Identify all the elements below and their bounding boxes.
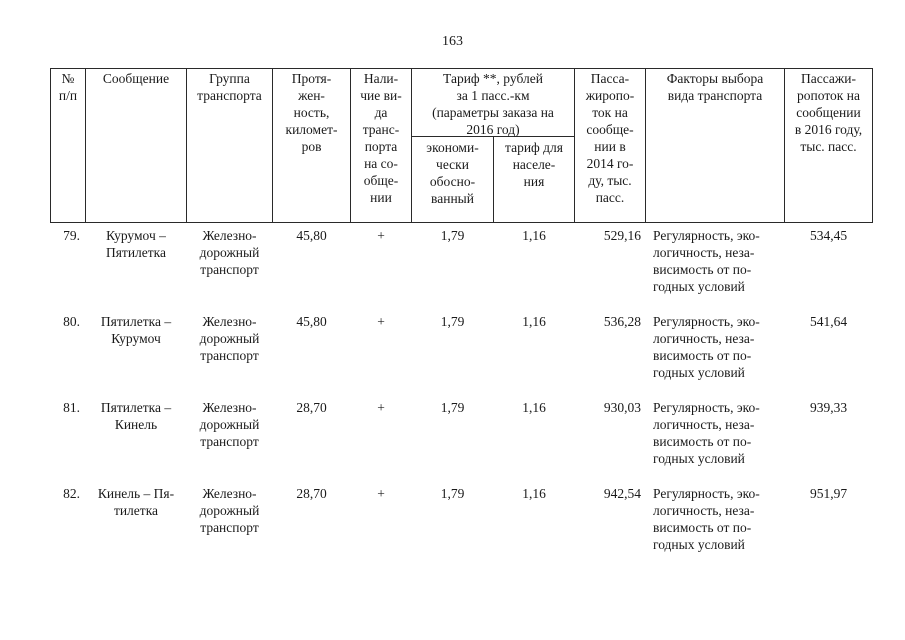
- text-line: нии в: [594, 139, 626, 154]
- text-line: ния: [523, 174, 545, 189]
- page-number: 163: [442, 34, 463, 49]
- row-num: 82.: [63, 486, 80, 501]
- row-factors: [653, 227, 785, 295]
- row-num: 79.: [63, 228, 80, 243]
- header-factors: [646, 70, 784, 104]
- row-presence: +: [377, 400, 385, 415]
- row-presence: +: [377, 228, 385, 243]
- text-line: Железно-: [202, 400, 257, 415]
- text-line: ность,: [293, 105, 330, 120]
- text-line: Железно-: [202, 228, 257, 243]
- text-line: тилетка: [113, 503, 159, 518]
- text-line: транспорт: [200, 520, 259, 535]
- row-tariff-econ: 1,79: [440, 228, 465, 243]
- row-tariff-pop: 1,16: [522, 400, 546, 415]
- row-tariff-econ: 1,79: [440, 400, 465, 415]
- text-line: транспорт: [200, 434, 259, 449]
- header-flow2014: [575, 70, 645, 206]
- header-flow2016: [785, 70, 872, 155]
- text-line: годных условий: [653, 537, 745, 552]
- row-presence: +: [377, 314, 385, 329]
- text-line: логичность, неза-: [653, 503, 755, 518]
- text-line: в 2016 году,: [794, 122, 863, 137]
- row-flow2014: 942,54: [603, 486, 641, 501]
- row-flow2014: 930,03: [603, 400, 641, 415]
- row-tariff-pop: 1,16: [522, 486, 546, 501]
- text-line: висимость от по-: [653, 520, 752, 535]
- text-line: Пятилетка –: [100, 400, 172, 415]
- text-line: Кинель – Пя-: [97, 486, 175, 501]
- text-line: Тариф **, рублей: [443, 71, 543, 86]
- text-line: Факторы выбора: [666, 71, 764, 86]
- text-line: Регулярность, эко-: [653, 486, 760, 501]
- text-line: жен-: [298, 88, 325, 103]
- header-top-border: [50, 68, 873, 69]
- text-line: жиропо-: [585, 88, 635, 103]
- text-line: обще-: [363, 173, 399, 188]
- text-line: Группа: [209, 71, 250, 86]
- text-line: логичность, неза-: [653, 331, 755, 346]
- text-line: сообщении: [796, 105, 861, 120]
- header-tariff-econ: [412, 139, 493, 207]
- header-vline: [872, 68, 873, 223]
- row-flow2014: 536,28: [603, 314, 641, 329]
- row-tariff-pop: 1,16: [522, 228, 546, 243]
- text-line: висимость от по-: [653, 262, 752, 277]
- text-line: Регулярность, эко-: [653, 400, 760, 415]
- text-line: 2016 год): [466, 122, 520, 137]
- row-flow2016: 534,45: [809, 228, 848, 243]
- table-row: [50, 309, 873, 395]
- text-line: годных условий: [653, 451, 745, 466]
- text-line: ток на: [592, 105, 628, 120]
- row-route: [86, 313, 186, 347]
- text-line: Кинель: [114, 417, 158, 432]
- text-line: висимость от по-: [653, 434, 752, 449]
- text-line: ванный: [431, 191, 474, 206]
- text-line: Регулярность, эко-: [653, 228, 760, 243]
- text-line: населе-: [512, 157, 556, 172]
- text-line: (параметры заказа на: [432, 105, 554, 120]
- text-line: экономи-: [426, 140, 479, 155]
- row-group: [187, 313, 272, 364]
- text-line: Нали-: [363, 71, 399, 86]
- text-line: п/п: [58, 88, 78, 103]
- text-line: транспорт: [200, 348, 259, 363]
- text-line: дорожный: [199, 503, 260, 518]
- row-route: [86, 399, 186, 433]
- table-row: [50, 395, 873, 481]
- row-length: 28,70: [296, 486, 327, 501]
- row-num: 80.: [63, 314, 80, 329]
- row-tariff-pop: 1,16: [522, 314, 546, 329]
- header-group: [187, 70, 272, 104]
- row-group: [187, 227, 272, 278]
- text-line: ду, тыс.: [588, 173, 632, 188]
- text-line: годных условий: [653, 279, 745, 294]
- row-length: 45,80: [296, 314, 327, 329]
- row-flow2014: 529,16: [603, 228, 641, 243]
- text-line: вида транспорта: [667, 88, 763, 103]
- row-factors: [653, 313, 785, 381]
- header-vline: [85, 68, 86, 223]
- text-line: дорожный: [199, 245, 260, 260]
- text-line: годных условий: [653, 365, 745, 380]
- text-line: Сообщение: [102, 71, 170, 86]
- text-line: пасс.: [595, 190, 625, 205]
- row-group: [187, 399, 272, 450]
- text-line: Железно-: [202, 314, 257, 329]
- text-line: дорожный: [199, 331, 260, 346]
- text-line: ропоток на: [797, 88, 860, 103]
- text-line: дорожный: [199, 417, 260, 432]
- header-length: [273, 70, 350, 155]
- text-line: 2014 го-: [586, 156, 634, 171]
- header-presence: [351, 70, 411, 206]
- row-presence: +: [377, 486, 385, 501]
- text-line: километ-: [285, 122, 338, 137]
- row-flow2016: 951,97: [809, 486, 848, 501]
- row-tariff-econ: 1,79: [440, 314, 465, 329]
- text-line: Пятилетка: [105, 245, 167, 260]
- text-line: Курумоч: [111, 331, 161, 346]
- text-line: Пасса-: [590, 71, 630, 86]
- text-line: Пассажи-: [801, 71, 856, 86]
- text-line: тыс. пасс.: [800, 139, 857, 154]
- row-route: [86, 485, 186, 519]
- row-flow2016: 541,64: [809, 314, 848, 329]
- text-line: №: [61, 71, 75, 86]
- row-flow2016: 939,33: [809, 400, 848, 415]
- text-line: на со-: [364, 156, 398, 171]
- row-length: 45,80: [296, 228, 327, 243]
- text-line: обосно-: [429, 174, 476, 189]
- header-route: [86, 70, 186, 87]
- text-line: транспорта: [197, 88, 262, 103]
- table-row: [50, 481, 873, 567]
- header-num: [51, 70, 85, 104]
- text-line: нии: [370, 190, 392, 205]
- text-line: сообще-: [586, 122, 634, 137]
- text-line: чие ви-: [360, 88, 402, 103]
- row-factors: [653, 399, 785, 467]
- header-tariff: [412, 70, 574, 138]
- table-row: [50, 223, 873, 309]
- row-group: [187, 485, 272, 536]
- text-line: ров: [301, 139, 322, 154]
- table-header: [50, 68, 873, 223]
- text-line: за 1 пасс.-км: [456, 88, 530, 103]
- row-route: [86, 227, 186, 261]
- text-line: транс-: [362, 122, 400, 137]
- row-num: 81.: [63, 400, 80, 415]
- row-length: 28,70: [296, 400, 327, 415]
- text-line: да: [374, 105, 388, 120]
- text-line: логичность, неза-: [653, 417, 755, 432]
- text-line: чески: [436, 157, 469, 172]
- text-line: логичность, неза-: [653, 245, 755, 260]
- text-line: Пятилетка –: [100, 314, 172, 329]
- text-line: Регулярность, эко-: [653, 314, 760, 329]
- text-line: Железно-: [202, 486, 257, 501]
- text-line: Протя-: [291, 71, 332, 86]
- row-factors: [653, 485, 785, 553]
- row-tariff-econ: 1,79: [440, 486, 465, 501]
- text-line: тариф для: [505, 140, 563, 155]
- header-tariff-pop: [494, 139, 574, 190]
- text-line: Курумоч –: [106, 228, 166, 243]
- text-line: висимость от по-: [653, 348, 752, 363]
- text-line: порта: [364, 139, 398, 154]
- text-line: транспорт: [200, 262, 259, 277]
